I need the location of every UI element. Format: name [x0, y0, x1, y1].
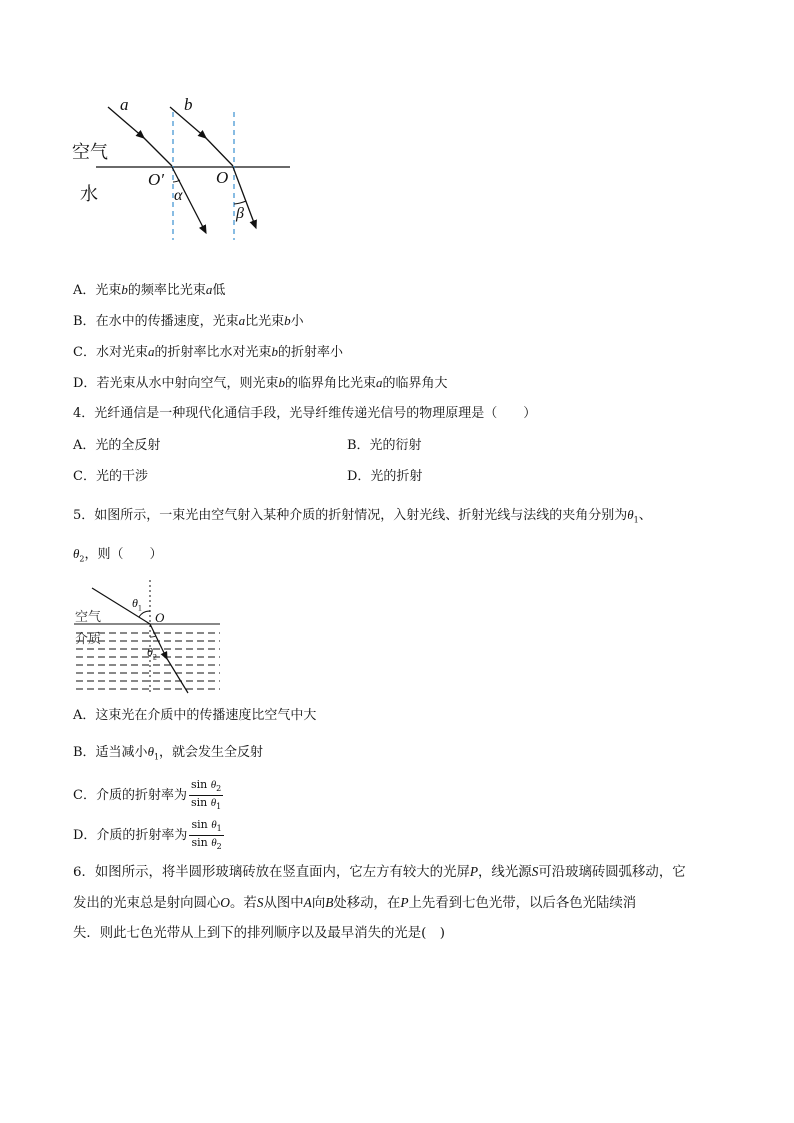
q6-stem-line1: 6．如图所示，将半圆形玻璃砖放在竖直面内，它左方有较大的光屏P，线光源S可沿玻璃砖圆弧移动，它	[73, 864, 686, 880]
fig2-label-theta2: $\theta_2$	[147, 645, 157, 662]
q4-option-b[interactable]: B．光的衍射	[347, 438, 422, 453]
q5-option-d[interactable]: D．介质的折射率为 $\frac{\sin \theta_1}{\sin \theta_2}$	[73, 818, 222, 852]
q5-stem-line1: 5．如图所示，一束光由空气射入某种介质的折射情况，入射光线、折射光线与法线的夹角分别为$\theta_1$、	[73, 507, 652, 525]
label-o: O	[216, 168, 229, 187]
angle-theta2-arc	[150, 636, 156, 637]
label-o-prime: O′	[148, 170, 164, 189]
fraction-sin2-over-sin1: $\frac{\sin \theta_2}{\sin \theta_1}$	[190, 778, 222, 812]
q6-stem-line3: 失．则此七色光带从上到下的排列顺序以及最早消失的光是( )	[73, 926, 445, 941]
q5-option-b[interactable]: B．适当减小$\theta_1$，就会发生全反射	[73, 744, 264, 762]
q4-option-c[interactable]: C．光的干涉	[73, 469, 148, 484]
q4-option-a[interactable]: A．光的全反射	[73, 438, 161, 453]
label-water: 水	[80, 184, 98, 205]
label-b: b	[184, 95, 193, 114]
label-alpha: α	[174, 187, 183, 204]
label-air: 空气	[72, 142, 108, 163]
fig2-label-o: O	[155, 610, 165, 625]
refraction-figure-ab	[60, 90, 300, 250]
fig2-label-theta1: $\theta_1$	[132, 596, 142, 613]
q5-option-c[interactable]: C．介质的折射率为 $\frac{\sin \theta_2}{\sin \theta_1}$	[73, 778, 222, 812]
label-beta: β	[236, 205, 244, 222]
label-a: a	[120, 95, 129, 114]
q3-option-b[interactable]: B．在水中的传播速度，光束a比光束b小	[73, 313, 304, 329]
q3-option-d[interactable]: D．若光束从水中射向空气，则光束b的临界角比光束a的临界角大	[73, 375, 448, 391]
q6-stem-line2: 发出的光束总是射向圆心O。若S从图中A向B处移动，在P上先看到七色光带，以后各色光陆续消	[73, 895, 637, 911]
q4-stem: 4．光纤通信是一种现代化通信手段，光导纤维传递光信号的物理原理是（ ）	[73, 406, 537, 421]
fig2-label-medium: 介质	[75, 632, 102, 647]
q5-stem-line2: $\theta_2$，则（ ）	[73, 546, 163, 564]
q3-option-c[interactable]: C．水对光束a的折射率比水对光束b的折射率小	[73, 344, 343, 360]
fig2-label-air: 空气	[75, 610, 102, 625]
q4-option-d[interactable]: D．光的折射	[347, 469, 423, 484]
q5-option-a[interactable]: A．这束光在介质中的传播速度比空气中大	[73, 708, 317, 723]
angle-beta-arc	[234, 201, 246, 204]
q3-option-a[interactable]: A．光束b的频率比光束a低	[73, 282, 226, 298]
fraction-sin1-over-sin2: $\frac{\sin \theta_1}{\sin \theta_2}$	[191, 818, 222, 852]
